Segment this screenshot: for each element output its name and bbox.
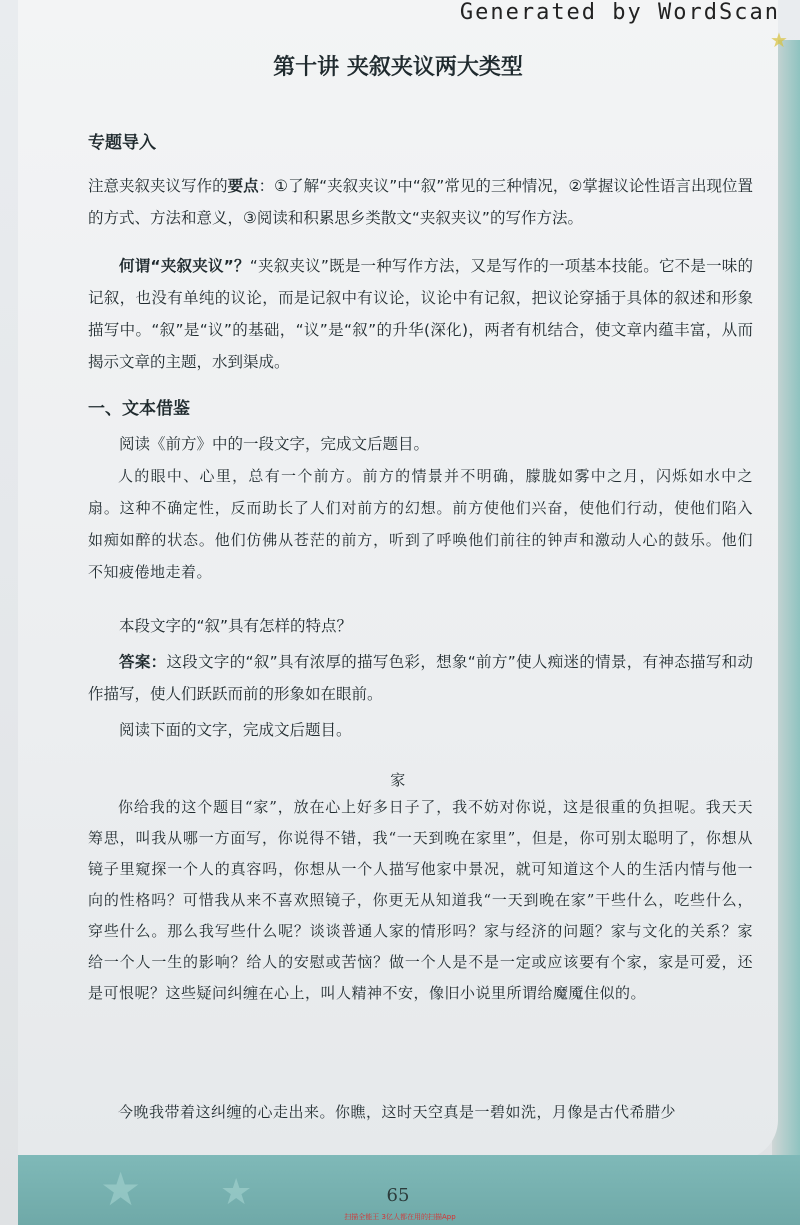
reading2-instruction: 阅读下面的文字，完成文后题目。 xyxy=(119,721,352,739)
reading1-instruction: 阅读《前方》中的一段文字，完成文后题目。 xyxy=(119,435,430,453)
reading1-answer xyxy=(88,646,753,710)
intro-p1-bold: 要点 xyxy=(227,177,259,195)
intro-paragraph-2 xyxy=(88,250,753,378)
essay-paragraph-1: 你给我的这个题目“家”，放在心上好多日子了，我不妨对你说，这是很重的负担呢。我天天筹思，叫我从哪一方面写，你说得不错，我“一天到晚在家里”，但是，你可别太聪明了，你想从镜子里窥探一个人的真容吗，你想从一个人描写他家中景况，就可知道这个人的生活内情与他一向的性格吗？可惜我从来不喜欢照镜子，你更无从知道我“一天到晚在家”干些什么，吃些什么，穿些什么。那么我写些什么呢？谈谈普通人家的情形吗？家与经济的问题？家与文化的关系？家给一个人一生的影响？给人的安慰或苦恼？做一个人是不是一定或应该要有个家，家是可爱，还是可恨呢？这些疑问纠缠在心上，叫人精神不安，像旧小说里所谓给魔魇住似的。 xyxy=(88,798,753,1002)
section-heading: 一、文本借鉴 xyxy=(88,399,190,419)
answer-label: 答案： xyxy=(119,653,167,671)
page-title: 第十讲 夹叙夹议两大类型 xyxy=(273,55,523,80)
star-decoration-icon: ★ xyxy=(220,1172,253,1213)
intro-p2-text: “夹叙夹议”既是一种写作方法，又是写作的一项基本技能。它不是一味的记叙，也没有单纯的议论，而是记叙中有议论，议论中有记叙，把议论穿插于具体的叙述和形象描写中。“叙”是“议”的基础，“议”是“叙”的升华(深化)，两者有机结合，使文章内蕴丰富，从而揭示文章的主题，水到渠成。 xyxy=(88,257,754,371)
intro-p2-bold: 何谓“夹叙夹议”？ xyxy=(119,257,250,275)
page-number: 65 xyxy=(386,1185,410,1206)
reading1-question: 本段文字的“叙”具有怎样的特点？ xyxy=(119,617,353,635)
star-decoration-icon: ★ xyxy=(100,1162,142,1216)
essay-paragraph-2: 今晚我带着这纠缠的心走出来。你瞧，这时天空真是一碧如洗，月像是古代希腊少 xyxy=(118,1103,677,1121)
scanner-footer-tag: 扫描全能王 3亿人都在用的扫描App xyxy=(344,1213,456,1221)
intro-heading: 专题导入 xyxy=(88,133,156,153)
intro-p1-text-a: 注意夹叙夹议写作的 xyxy=(88,177,228,195)
intro-p1-text-b: ：①了解“夹叙夹议”中“叙”常见的三种情况，②掌握议论性语言出现位置的方式、方法和意义，③阅读和积累思乡类散文“夹叙夹议”的写作方法。 xyxy=(88,177,753,227)
reading1-excerpt: 人的眼中、心里，总有一个前方。前方的情景并不明确，朦胧如雾中之月，闪烁如水中之扇。这种不确定性，反而助长了人们对前方的幻想。前方使他们兴奋，使他们行动，使他们陷入如痴如醉的状态。他们仿佛从苍茫的前方，听到了呼唤他们前往的钟声和激动人心的鼓乐。他们不知疲倦地走着。 xyxy=(88,467,753,581)
essay-title: 家 xyxy=(390,771,406,789)
intro-paragraph-1 xyxy=(88,170,753,234)
watermark-text: Generated by WordScan xyxy=(459,0,780,25)
answer-text: 这段文字的“叙”具有浓厚的描写色彩，想象“前方”使人痴迷的情景，有神态描写和动作描写，使人们跃跃而前的形象如在眼前。 xyxy=(88,653,753,703)
star-decoration-icon: ★ xyxy=(770,28,788,52)
